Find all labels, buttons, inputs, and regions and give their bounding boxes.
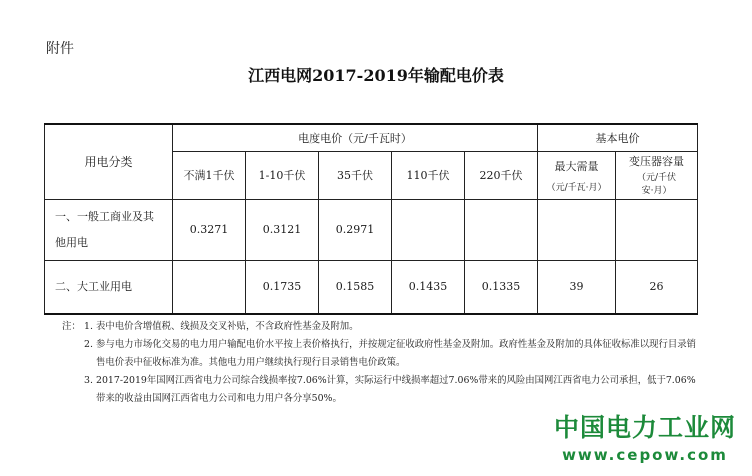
transformer-label: 变压器容量 [629,154,685,168]
header-transformer-capacity [616,151,698,199]
watermark-name: 中国电力工业网 [553,413,736,442]
header-voltage-1-10kv: 1-10千伏 [246,151,319,199]
note-number: 2. [84,339,93,350]
note-text: 表中电价含增值税、线损及交叉补贴，不含政府性基金及附加。 [96,321,359,332]
row-category-line1: 一、一般工商业及其 [55,209,154,223]
document-title: 江西电网2017-2019年输配电价表 [248,66,504,85]
table-cell [465,199,538,260]
header-category: 用电分类 [45,124,173,199]
transformer-unit-line2: 安·月） [641,185,672,196]
row-category [45,199,173,260]
table-cell [173,260,246,314]
table-cell: 0.2971 [319,199,392,260]
transformer-unit-line1: （元/千伏 [637,172,677,183]
table-cell: 0.3121 [246,199,319,260]
table-cell [392,199,465,260]
table-cell: 0.1435 [392,260,465,314]
max-demand-label: 最大需量 [554,159,599,173]
max-demand-unit: （元/千瓦·月） [546,182,607,193]
note-item [62,318,702,336]
table-cell: 0.1335 [465,260,538,314]
row-category-line2: 他用电 [55,235,88,249]
table-cell [538,199,616,260]
row-category-line1: 二、大工业用电 [55,279,132,293]
note-text: 参与电力市场化交易的电力用户输配电价水平按上表价格执行，并按规定征收政府性基金及附加。政府性基金及附加的具体征收标准以现行目录销售电价表中征收标准为准。其他电力用户继续执行现行目录销售电价政策。 [96,339,697,368]
watermark-url: www.cepow.com [562,446,728,464]
table-cell: 0.1735 [246,260,319,314]
site-watermark [554,408,736,464]
tariff-table [44,123,698,315]
table-cell: 39 [538,260,616,314]
header-voltage-35kv: 35千伏 [319,151,392,199]
table-cell [616,199,698,260]
table-cell: 0.1585 [319,260,392,314]
table-cell: 0.3271 [173,199,246,260]
notes-section [62,318,702,408]
row-category [45,260,173,314]
header-voltage-220kv: 220千伏 [465,151,538,199]
note-item [62,372,702,408]
header-max-demand [538,151,616,199]
attachment-label: 附件 [46,41,74,57]
notes-prefix: 注： [62,321,81,332]
header-voltage-lt1kv: 不满1千伏 [173,151,246,199]
note-item [62,336,702,372]
header-voltage-110kv: 110千伏 [392,151,465,199]
note-number: 3. [84,375,93,386]
header-basic-price: 基本电价 [538,124,698,151]
note-text: 2017-2019年国网江西省电力公司综合线损率按7.06%计算，实际运行中线损率超过7.06%带来的风险由国网江西省电力公司承担，低于7.06%带来的收益由国网江西省电力公司和电力用户各分享50%。 [96,375,696,404]
header-energy-price: 电度电价（元/千瓦时） [173,124,538,151]
note-number: 1. [84,321,93,332]
transformer-unit [616,172,697,198]
table-cell: 26 [616,260,698,314]
